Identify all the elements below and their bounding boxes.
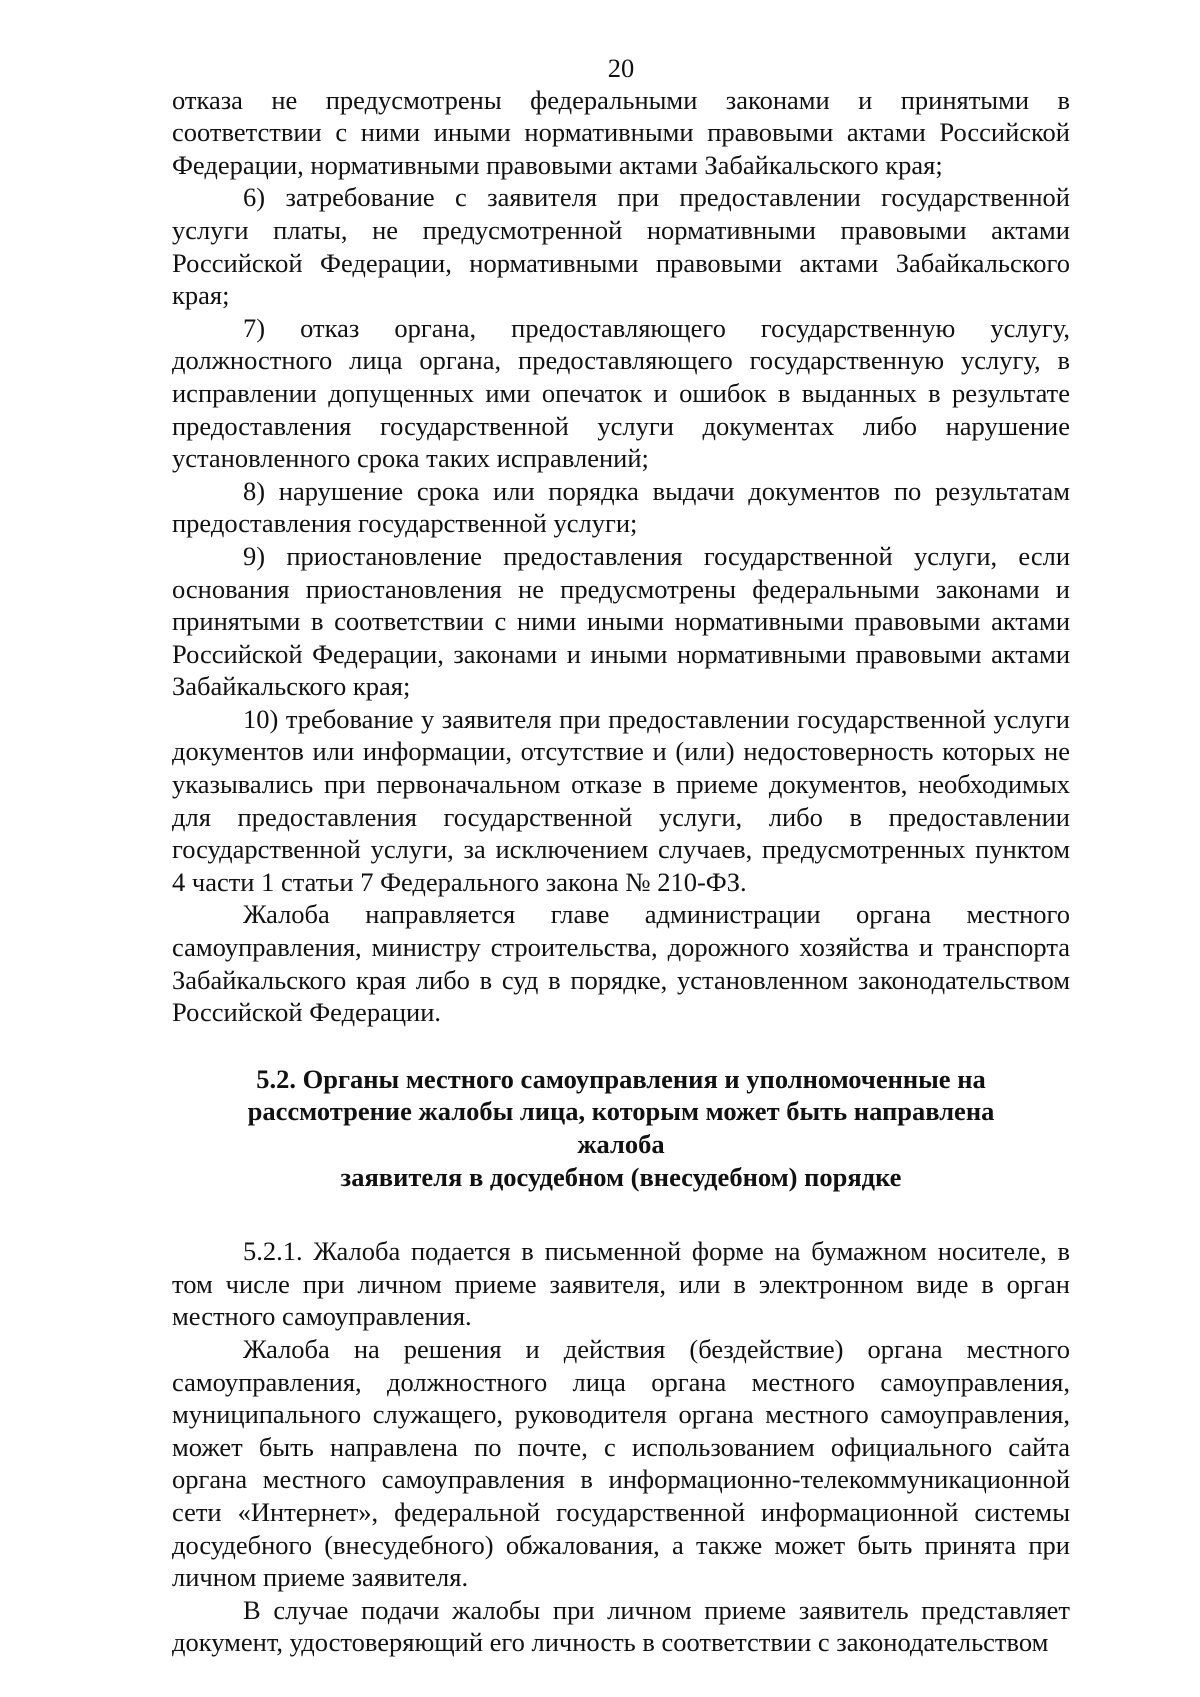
paragraph-item-8: 8) нарушение срока или порядка выдачи документов по результатам предоставления государственной услуги; [172,475,1070,539]
paragraph-5-2-1: 5.2.1. Жалоба подается в письменной форме на бумажном носителе, в том числе при личном приеме заявителя, или в электронном виде в орган местного самоуправления. [172,1236,1070,1332]
paragraph-personal-submission: В случае подачи жалобы при личном приеме заявитель представляет документ, удостоверяющий его личность в соответствии с законодательством [172,1594,1070,1658]
paragraph-continuation: отказа не предусмотрены федеральными законами и принятыми в соответствии с ними иными нормативными правовыми актами Российской Федерации, нормативными правовыми актами Забайкальского края; [172,84,1070,180]
paragraph-item-10: 10) требование у заявителя при предоставлении государственной услуги документов или информации, отсутствие и (или) недостоверность которых не указывались при первоначальном отказе в приеме документов, необходимых для предоставления государственной услуги, либо в предоставлении государственной услуги, за исключением случаев, предусмотренных пунктом 4 части 1 статьи 7 Федерального закона № 210-ФЗ. [172,703,1070,897]
section-heading-line-2: рассмотрение жалобы лица, которым может быть направлена жалоба [247,1096,995,1159]
paragraph-complaint-addressee: Жалоба направляется главе администрации органа местного самоуправления, министру строительства, дорожного хозяйства и транспорта Забайкальского края либо в суд в порядке, установленном законодательством Российской Федерации. [172,899,1070,1028]
paragraph-complaint-channels: Жалоба на решения и действия (бездействие) органа местного самоуправления, должностного лица органа местного самоуправления, муниципального служащего, руководителя органа местного самоуправления, может быть направлена по почте, с использованием официального сайта органа местного самоуправления в информационно-телекоммуникационной сети «Интернет», федеральной государственной информационной системы досудебного (внесудебного) обжалования, а также может быть принята при личном приеме заявителя. [172,1333,1070,1593]
paragraph-item-7: 7) отказ органа, предоставляющего государственную услугу, должностного лица органа, предоставляющего государственную услугу, в исправлении допущенных ими опечаток и ошибок в выданных в результате предоставления государственной услуги документах либо нарушение установленного срока таких исправлений; [172,312,1070,474]
section-heading-line-3: заявителя в досудебном (внесудебном) порядке [340,1161,902,1192]
page-number: 20 [607,53,635,83]
paragraph-item-6: 6) затребование с заявителя при предоставлении государственной услуги платы, не предусмотренной нормативными правовыми актами Российской Федерации, нормативными правовыми актами Забайкальского края; [172,182,1070,311]
paragraph-item-9: 9) приостановление предоставления государственной услуги, если основания приостановления не предусмотрены федеральными законами и принятыми в соответствии с ними иными нормативными правовыми актами Российской Федерации, законами и иными нормативными правовыми актами Забайкальского края; [172,540,1070,702]
section-heading [172,1063,1070,1193]
section-heading-line-1: 5.2. Органы местного самоуправления и уполномоченные на [256,1063,986,1094]
